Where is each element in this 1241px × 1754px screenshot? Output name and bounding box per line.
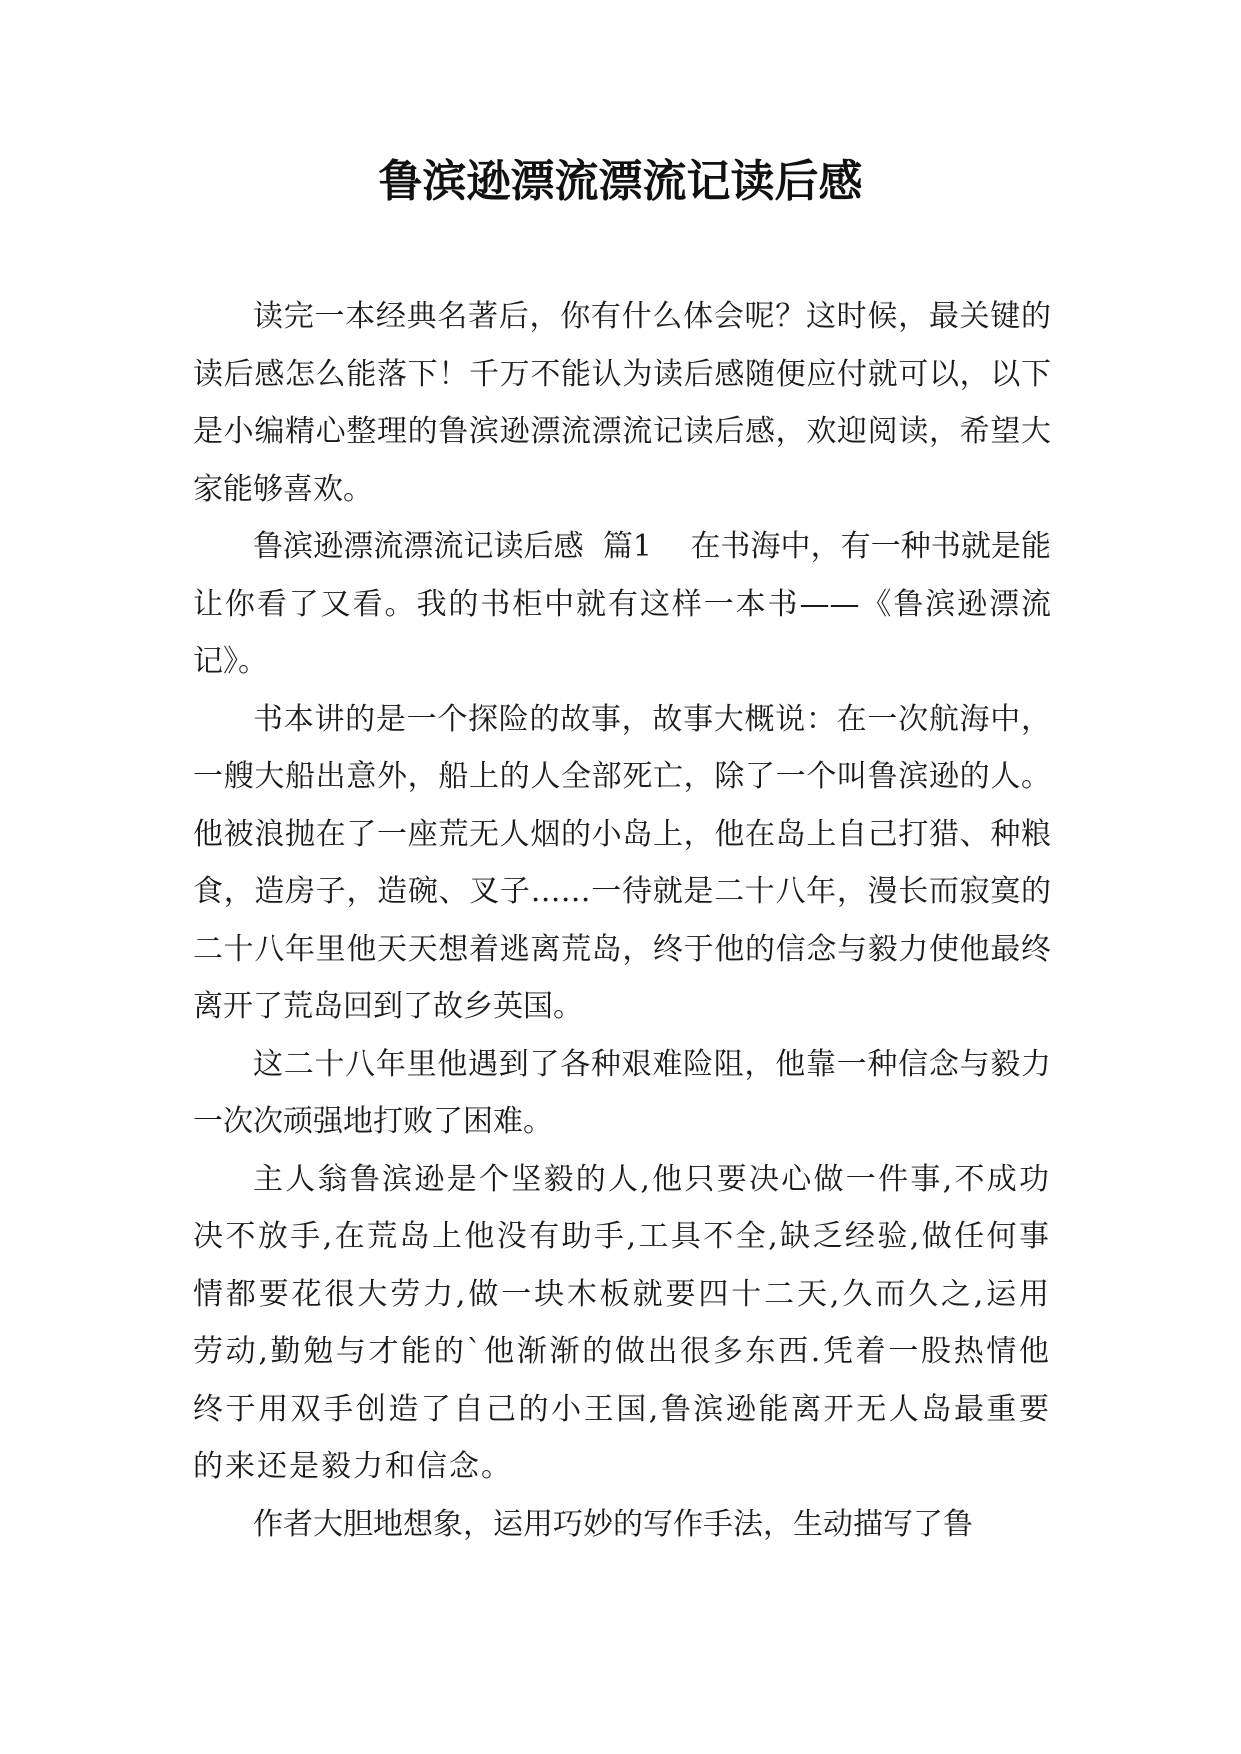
paragraph-story-summary: 书本讲的是一个探险的故事，故事大概说：在一次航海中，一艘大船出意外，船上的人全部死亡，除了一个叫鲁滨逊的人。他被浪抛在了一座荒无人烟的小岛上，他在岛上自己打猎、种粮食，造房子，造碗、叉子……一待就是二十八年，漫长而寂寞的二十八年里他天天想着逃离荒岛，终于他的信念与毅力使他最终离开了荒岛回到了故乡英国。 — [193, 701, 1051, 1024]
paragraph-intro: 读完一本经典名著后，你有什么体会呢？这时候，最关键的读后感怎么能落下！千万不能认为读后感随便应付就可以，以下是小编精心整理的鲁滨逊漂流漂流记读后感，欢迎阅读，希望大家能够喜欢。 — [193, 299, 1051, 507]
paragraph-hardships: 这二十八年里他遇到了各种艰难险阻，他靠一种信念与毅力一次次顽强地打败了困难。 — [193, 1046, 1051, 1139]
paragraph-character: 主人翁鲁滨逊是个坚毅的人,他只要决心做一件事,不成功决不放手,在荒岛上他没有助手,工具不全,缺乏经验,做任何事情都要花很大劳力,做一块木板就要四十二天,久而久之,运用劳动,勤勉与才能的`他渐渐的做出很多东西.凭着一股热情他终于用双手创造了自己的小王国,鲁滨逊能离开无人岛最重要的来还是毅力和信念。 — [193, 1161, 1051, 1484]
page-title: 鲁滨逊漂流漂流记读后感 — [378, 156, 863, 207]
paragraph-author-technique: 作者大胆地想象，运用巧妙的写作手法，生动描写了鲁 — [253, 1506, 973, 1542]
document-body — [193, 288, 1051, 1553]
paragraph-essay-1-opening: 鲁滨逊漂流漂流记读后感 篇1 在书海中，有一种书就是能让你看了又看。我的书柜中就有这样一本书——《鲁滨逊漂流记》。 — [193, 529, 1051, 679]
